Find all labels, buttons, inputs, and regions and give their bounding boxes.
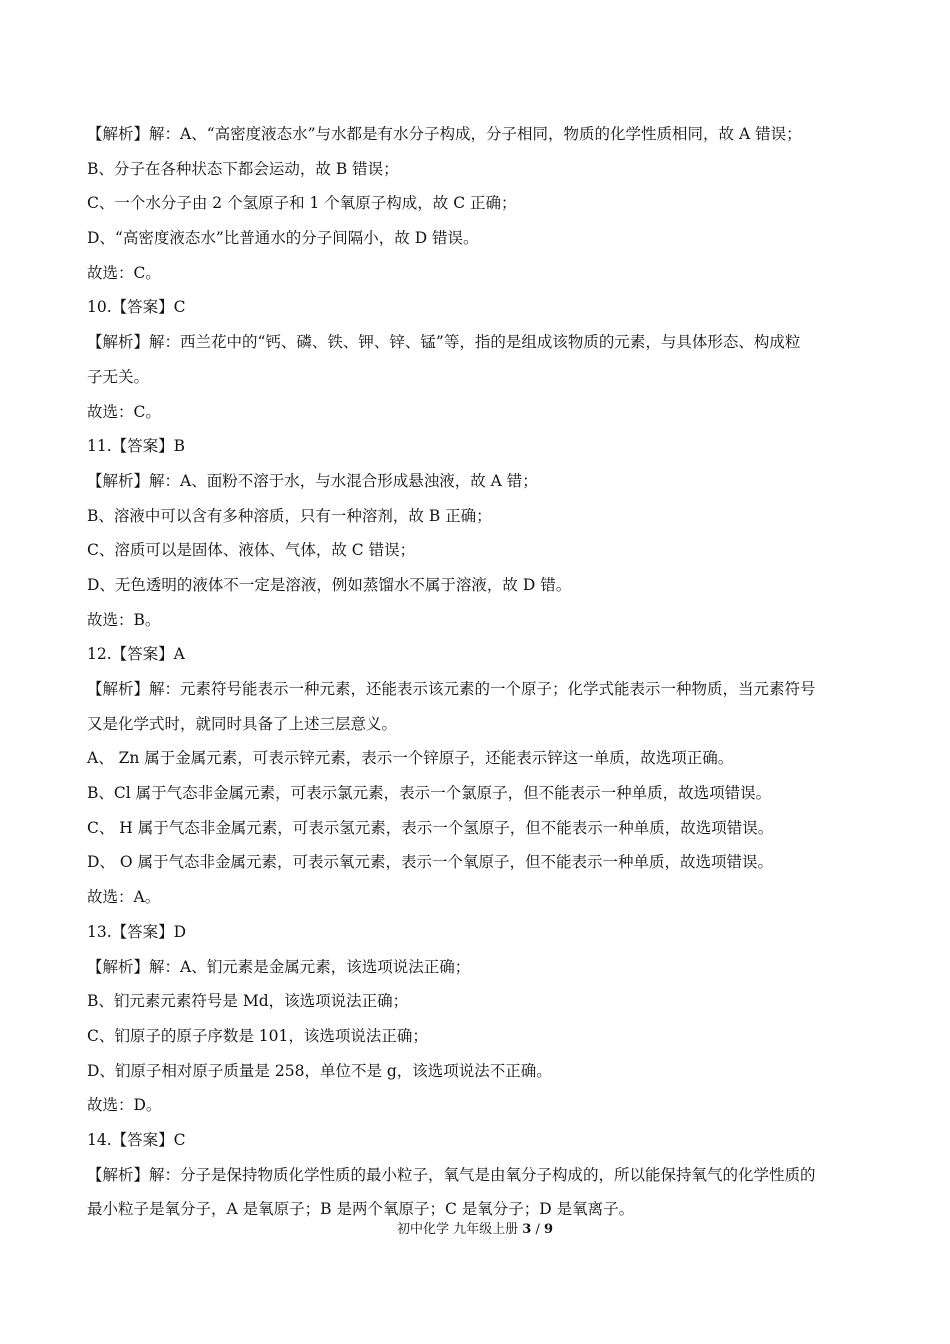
text-line: 故选：C。 [87,402,161,421]
text-line: 又是化学式时，就同时具备了上述三层意义。 [87,714,398,733]
answer-heading: 13.【答案】D [87,922,187,941]
answer-heading: 12.【答案】A [87,645,185,664]
text-line: D、钔原子相对原子质量是 258，单位不是 g，该选项说法不正确。 [87,1061,552,1080]
text-line: D、 O 属于气态非金属元素，可表示氧元素，表示一个氧原子，但不能表示一种单质，故选项错误。 [87,853,773,872]
text-line: B、分子在各种状态下都会运动，故 B 错误； [87,159,399,178]
text-line: 【解析】解：元素符号能表示一种元素，还能表示该元素的一个原子；化学式能表示一种物质，当元素符号 [87,680,816,698]
text-line: D、“高密度液态水”比普通水的分子间隔小，故 D 错误。 [87,229,479,248]
text-line: C、一个水分子由 2 个氢原子和 1 个氧原子构成，故 C 正确； [87,194,517,213]
text-line: C、 H 属于气态非金属元素，可表示氢元素，表示一个氢原子，但不能表示一种单质，故选项错误。 [87,818,774,837]
text-line: B、溶液中可以含有多种溶质，只有一种溶剂，故 B 正确； [87,506,492,525]
text-line: 子无关。 [87,367,150,386]
text-line: C、溶质可以是固体、液体、气体，故 C 错误； [87,541,416,560]
text-line: 故选：D。 [87,1096,162,1115]
document-body [87,117,877,1227]
answer-heading: 10.【答案】C [87,298,186,317]
text-line: A、 Zn 属于金属元素，可表示锌元素，表示一个锌原子，还能表示锌这一单质，故选项正确。 [87,749,734,768]
text-line: 故选：A。 [87,888,161,907]
text-line: 【解析】解：A、“高密度液态水”与水都是有水分子构成，分子相同，物质的化学性质相同，故 A 错误； [87,125,802,143]
text-line: 最小粒子是氧分子，A 是氧原子；B 是两个氧原子；C 是氧分子；D 是氧离子。 [87,1200,635,1219]
answer-heading: 11.【答案】B [87,437,186,456]
page-footer [0,1220,950,1240]
footer-subject: 初中化学 九年级上册 [396,1222,519,1237]
page-separator: / [535,1222,540,1237]
text-line: 【解析】解：西兰花中的“钙、磷、铁、钾、锌、锰”等，指的是组成该物质的元素，与具体形态、构成粒 [87,333,801,352]
text-line: 故选：C。 [87,263,161,282]
text-line: 故选：B。 [87,610,161,629]
text-line: 【解析】解：A、面粉不溶于水，与水混合形成悬浊液，故 A 错； [87,471,538,490]
page-number: 3 [522,1222,532,1237]
page-total: 9 [543,1222,554,1237]
text-line: D、无色透明的液体不一定是溶液，例如蒸馏水不属于溶液，故 D 错。 [87,575,572,594]
answer-heading: 14.【答案】C [87,1130,186,1149]
text-line: B、Cl 属于气态非金属元素，可表示氯元素，表示一个氯原子，但不能表示一种单质，故选项错误。 [87,784,772,803]
text-line: 【解析】解：分子是保持物质化学性质的最小粒子，氧气是由氧分子构成的，所以能保持氧气的化学性质的 [87,1165,816,1184]
text-line: 【解析】解：A、钔元素是金属元素，该选项说法正确； [87,957,471,976]
text-line: C、钔原子的原子序数是 101，该选项说法正确； [87,1026,428,1045]
text-line: B、钔元素元素符号是 Md，该选项说法正确； [87,992,409,1011]
